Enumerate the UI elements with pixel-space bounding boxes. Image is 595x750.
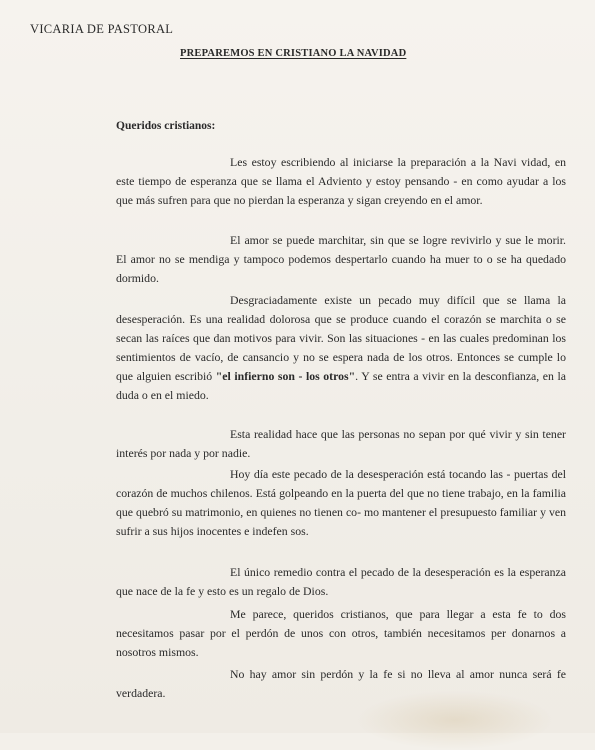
- paragraph-3-text-a: Desgraciadamente existe un pecado muy difícil que se llama la desesperación. Es una realidad dolorosa que se produce cuando el corazón se marchita o se secan las raíces que dan motivos para vivir. Son las situaciones - en las cuales predominan los sentimientos de vacío, de cansancio y no se espera nada de los otros. Entonces se cumple lo que alguien escribió: [116, 293, 566, 383]
- organization-header: VICARIA DE PASTORAL: [30, 22, 174, 36]
- paragraph-3-text-b: . Y se entra a vivir en la desconfianza, en la duda o en el miedo.: [116, 369, 566, 402]
- paragraph-5: Hoy día este pecado de la desesperación está tocando las - puertas del corazón de muchos chilenos. Está golpeando en la puerta del que no tiene trabajo, en la familia que quebró su matrimonio, en quienes no tienen co- mo mantener el presupuesto familiar y ven sufrir a sus hijos inocentes e indefen sos.: [116, 467, 566, 538]
- paragraph-6: El único remedio contra el pecado de la desesperación es la esperanza que nace de la fe y esto es un regalo de Dios.: [116, 565, 566, 598]
- paragraph-3: [116, 291, 566, 405]
- paragraph-2: El amor se puede marchitar, sin que se logre revivirlo y sue le morir. El amor no se mendiga y tampoco podemos despertarlo cuando ha muer to o se ha quedado dormido.: [116, 233, 566, 285]
- paragraph-3-quote: "el infierno son - los otros": [215, 369, 356, 383]
- greeting: Queridos cristianos:: [116, 120, 216, 132]
- paragraph-8: No hay amor sin perdón y la fe si no lleva al amor nunca será fe verdadera.: [116, 667, 566, 700]
- paragraph-7: Me parece, queridos cristianos, que para llegar a esta fe to dos necesitamos pasar por el perdón de unos con otros, también necesitamos per donarnos a nosotros mismos.: [116, 607, 566, 659]
- paragraph-1: Les estoy escribiendo al iniciarse la preparación a la Navi vidad, en este tiempo de esperanza que se llama el Adviento y estoy pensando - en como ayudar a los que más sufren para que no pierdan la esperanza y sigan creyendo en el amor.: [116, 155, 566, 207]
- document-title: PREPAREMOS EN CRISTIANO LA NAVIDAD: [180, 48, 407, 59]
- paragraph-4: Esta realidad hace que las personas no sepan por qué vivir y sin tener interés por nada y por nadie.: [116, 427, 566, 460]
